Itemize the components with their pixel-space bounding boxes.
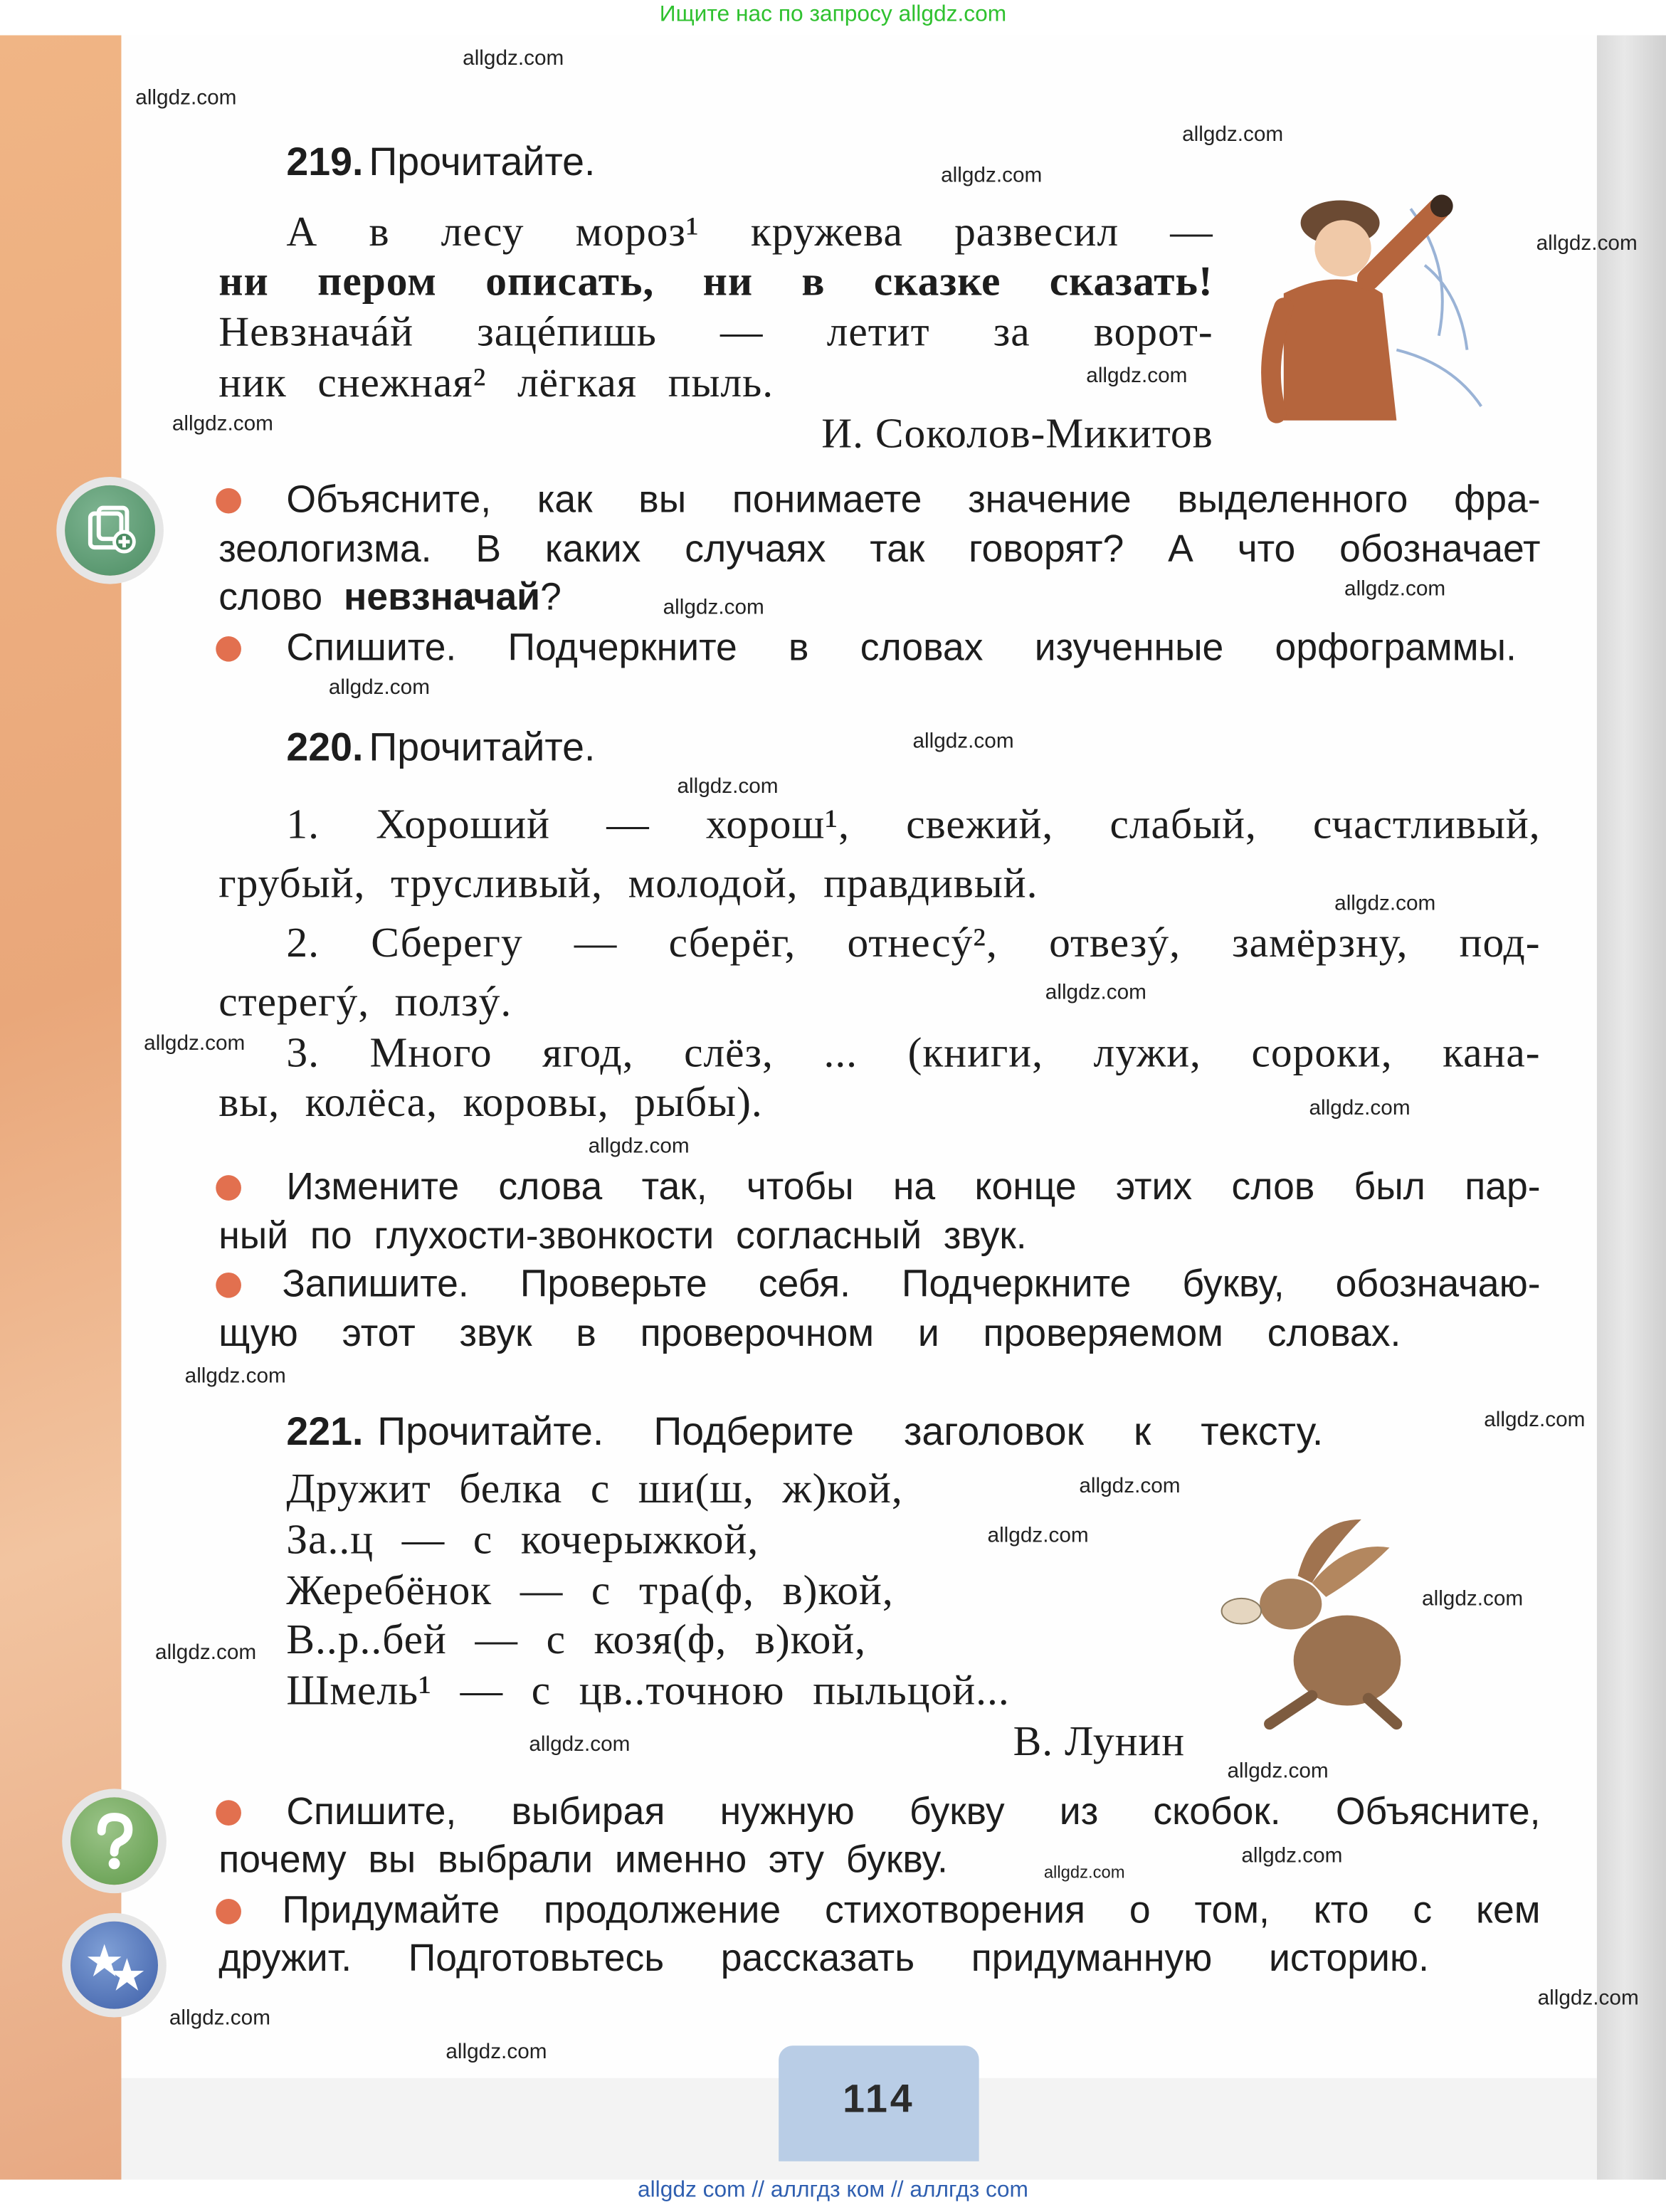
top-note: Ищите нас по запросу allgdz.com xyxy=(659,2,1007,27)
question-icon xyxy=(70,1797,158,1885)
watermark: allgdz.com xyxy=(1484,1408,1586,1432)
watermark: allgdz.com xyxy=(677,774,779,799)
watermark: allgdz.com xyxy=(588,1134,690,1159)
word-list-line: вы, колёса, коровы, рыбы). xyxy=(218,1079,763,1126)
text-line: А в лесу мороз¹ кружева развесил — xyxy=(286,209,1213,256)
watermark: allgdz.com xyxy=(912,729,1014,754)
exercise-instruction: Прочитайте. Подберите заголовок к тексту. xyxy=(377,1409,1324,1453)
exercise-number: 221. xyxy=(286,1409,364,1453)
watermark: allgdz.com xyxy=(1309,1096,1411,1120)
stars-icon xyxy=(70,1922,158,2009)
author: В. Лунин xyxy=(1013,1718,1186,1765)
watermark: allgdz.com xyxy=(1182,122,1284,147)
watermark: allgdz.com xyxy=(328,675,430,700)
task-line: дружит. Подготовьтесь рассказать придуманную историю. xyxy=(218,1937,1429,1980)
word-list-line: 1. Хороший — хорош¹, свежий, слабый, счастливый, xyxy=(286,801,1541,848)
task-line: Спишите. Подчеркните в словах изученные орфограммы. xyxy=(286,626,1517,669)
bullet-icon xyxy=(216,488,241,514)
exercise-instruction: Прочитайте. xyxy=(369,725,596,769)
task-line: Объясните, как вы понимаете значение выделенного фра- xyxy=(286,478,1541,521)
bullet-icon xyxy=(216,1800,241,1826)
page-number: 114 xyxy=(779,2045,979,2161)
watermark: allgdz.com xyxy=(135,85,237,110)
bullet-icon xyxy=(216,1899,241,1924)
task-line: Запишите. Проверьте себя. Подчеркните букву, обозначаю- xyxy=(282,1263,1541,1305)
word-list-line: 3. Много ягод, слёз, ... (книги, лужи, сороки, кана- xyxy=(286,1030,1541,1077)
poem-line: За..ц — с кочерыжкой, xyxy=(286,1516,759,1564)
watermark: allgdz.com xyxy=(463,46,564,71)
watermark: allgdz.com xyxy=(184,1364,286,1389)
watermark: allgdz.com xyxy=(1422,1586,1524,1611)
exercise-number: 220. xyxy=(286,725,364,769)
word-list-line: стерегý, ползý. xyxy=(218,979,512,1026)
task-line: Спишите, выбирая нужную букву из скобок. Объясните, xyxy=(286,1790,1541,1833)
task-line: Измените слова так, чтобы на конце этих слов был пар- xyxy=(286,1165,1541,1208)
phraseologism-line: ни пером описать, ни в сказке сказать! xyxy=(218,258,1213,305)
watermark: allgdz.com xyxy=(529,1732,631,1757)
task-line: зеологизма. В каких случаях так говорят? А что обозначает xyxy=(218,527,1541,570)
exercise-number: 219. xyxy=(286,139,364,184)
page-edge xyxy=(1597,36,1666,2180)
task-line: почему вы выбрали именно эту букву. xyxy=(218,1838,948,1881)
text-line: Невзначáй зацéпишь — летит за ворот- xyxy=(218,309,1213,356)
bullet-icon xyxy=(216,1273,241,1298)
watermark: allgdz.com xyxy=(169,2006,270,2031)
task-line: щую этот звук в проверочном и проверяемом словах. xyxy=(218,1312,1401,1354)
hare-illustration xyxy=(1213,1512,1425,1731)
watermark: allgdz.com xyxy=(1086,364,1188,389)
watermark: allgdz.com xyxy=(1079,1474,1181,1499)
watermark: allgdz.com xyxy=(1227,1759,1329,1784)
poem-line: В..р..бей — с козя(ф, в)кой, xyxy=(286,1616,867,1664)
poem-line: Дружит белка с ши(ш, ж)кой, xyxy=(286,1465,903,1512)
task-text: слово xyxy=(218,575,323,618)
poem-line: Шмель¹ — с цв..точною пыльцой... xyxy=(286,1667,1010,1715)
author: И. Соколов-Микитов xyxy=(821,410,1213,458)
poem-line: Жеребёнок — с тра(ф, в)кой, xyxy=(286,1567,894,1614)
watermark: allgdz.com xyxy=(144,1031,246,1055)
footer-links[interactable]: allgdz com // аллгдз ком // аллгдз com xyxy=(637,2178,1028,2203)
task-text: ? xyxy=(540,575,562,618)
watermark: allgdz.com xyxy=(172,411,273,436)
watermark: allgdz.com xyxy=(1045,980,1146,1005)
watermark: allgdz.com xyxy=(987,1523,1089,1548)
word-list-line: 2. Сберегу — сберёг, отнесý², отвезý, замёрзну, под- xyxy=(286,920,1541,967)
boy-illustration xyxy=(1255,181,1495,435)
task-line: Придумайте продолжение стихотворения о том, кто с кем xyxy=(282,1889,1541,1932)
bullet-icon xyxy=(216,636,241,662)
watermark: allgdz.com xyxy=(155,1640,257,1665)
watermark: allgdz.com xyxy=(1043,1862,1125,1882)
watermark: allgdz.com xyxy=(446,2040,547,2064)
highlighted-word: невзначай xyxy=(343,575,541,618)
watermark: allgdz.com xyxy=(663,595,764,620)
watermark: allgdz.com xyxy=(941,163,1043,188)
word-list-line: грубый, трусливый, молодой, правдивый. xyxy=(218,860,1038,907)
task-line: ный по глухости-звонкости согласный звук. xyxy=(218,1214,1027,1258)
bullet-icon xyxy=(216,1175,241,1201)
watermark: allgdz.com xyxy=(1334,891,1436,916)
watermark: allgdz.com xyxy=(1537,1986,1639,2011)
text-line: ник снежная² лёгкая пыль. xyxy=(218,359,774,406)
watermark: allgdz.com xyxy=(1241,1843,1343,1868)
watermark: allgdz.com xyxy=(1536,231,1638,256)
watermark: allgdz.com xyxy=(1344,576,1446,601)
notebook-add-icon xyxy=(65,485,155,576)
exercise-instruction: Прочитайте. xyxy=(369,139,596,184)
